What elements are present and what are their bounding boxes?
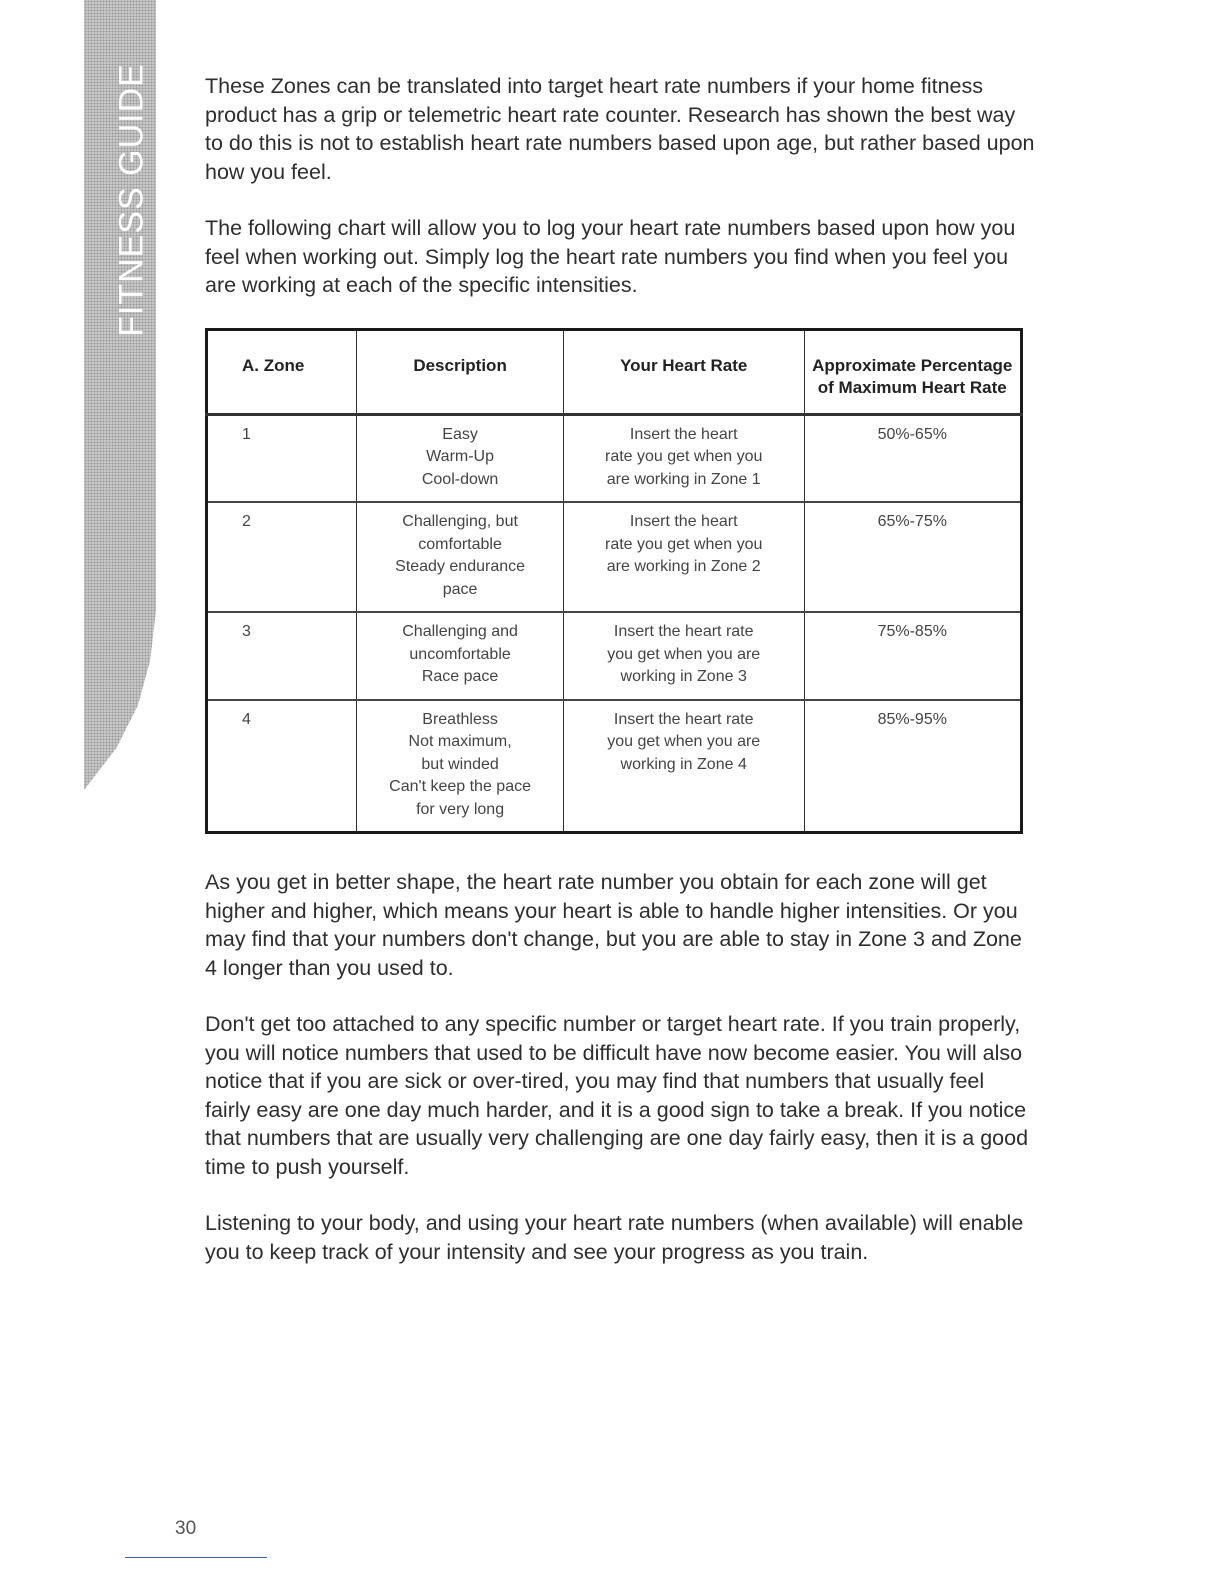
table-row <box>207 700 1022 833</box>
side-tab-label: FITNESS GUIDE <box>112 63 151 337</box>
zone-description <box>357 700 564 833</box>
zone-percentage: 85%-95% <box>804 700 1022 833</box>
description-line: Can't keep the pace <box>389 778 531 795</box>
description-line: Cool-down <box>421 470 499 488</box>
description-line: Race pace <box>421 668 499 685</box>
heart-rate-line: are working in Zone 1 <box>606 470 761 488</box>
zone-percentage: 75%-85% <box>804 612 1022 700</box>
page-number: 30 <box>175 1518 197 1539</box>
table-row <box>207 612 1022 700</box>
zone-description <box>357 612 564 700</box>
description-line: but winded <box>421 755 499 773</box>
heart-rate-line: you get when you are <box>607 645 761 663</box>
header-your-heart-rate: Your Heart Rate <box>563 329 804 414</box>
description-line: Easy <box>442 425 478 443</box>
page-content <box>205 72 1035 1294</box>
description-line: Challenging, but <box>402 513 518 530</box>
heart-rate-zone-table <box>205 328 1023 835</box>
zone-number: 2 <box>207 502 357 612</box>
heart-rate-line: Insert the heart rate <box>613 710 754 728</box>
header-approx-percentage: Approximate Percentage of Maximum Heart Rate <box>804 329 1022 414</box>
heart-rate-line: working in Zone 4 <box>620 755 747 773</box>
heart-rate-line: are working in Zone 2 <box>606 558 761 575</box>
header-description: Description <box>357 329 564 414</box>
paragraph-intro: These Zones can be translated into target heart rate numbers if your home fitness product has a grip or telemetric heart rate counter. Research has shown the best way to do this is not to establish heart rate numbers based upon age, but rather based upon how you feel. <box>205 74 1035 184</box>
description-line: Not maximum, <box>408 733 512 750</box>
zone-percentage: 65%-75% <box>804 502 1022 612</box>
paragraph-chart-intro: The following chart will allow you to log your heart rate numbers based upon how you feel when working out. Simply log the heart rate numbers you find when you feel you are working at each of the specific intensities. <box>205 216 1016 297</box>
header-zone: A. Zone <box>207 329 357 414</box>
heart-rate-line: rate you get when you <box>604 535 763 553</box>
zone-heart-rate <box>563 700 804 833</box>
heart-rate-line: you get when you are <box>607 733 761 750</box>
zone-description <box>357 414 564 502</box>
description-line: Steady endurance <box>395 558 526 575</box>
zone-heart-rate <box>563 414 804 502</box>
zone-description <box>357 502 564 612</box>
zone-number: 1 <box>207 414 357 502</box>
paragraph-advice: Don't get too attached to any specific number or target heart rate. If you train properly, you will notice numbers that used to be difficult have now become easier. You will also notice that if you are sick or over-tired, you may find that numbers that usually feel fairly easy are one day much harder, and it is a good sign to take a break. If you notice that numbers that are usually very challenging are one day fairly easy, then it is a good time to push yourself. <box>205 1012 1029 1179</box>
description-line: Challenging and <box>402 623 518 640</box>
zone-number: 3 <box>207 612 357 700</box>
footer-divider <box>125 1557 267 1558</box>
description-line: Breathless <box>422 710 498 728</box>
heart-rate-line: Insert the heart <box>629 513 738 530</box>
heart-rate-line: Insert the heart <box>629 425 738 443</box>
zone-percentage: 50%-65% <box>804 414 1022 502</box>
zone-heart-rate <box>563 502 804 612</box>
heart-rate-line: rate you get when you <box>604 448 763 465</box>
heart-rate-line: working in Zone 3 <box>620 668 747 685</box>
description-line: Warm-Up <box>426 448 494 465</box>
description-line: uncomfortable <box>409 645 511 663</box>
heart-rate-line: Insert the heart rate <box>613 623 754 640</box>
zone-number: 4 <box>207 700 357 833</box>
table-row <box>207 502 1022 612</box>
paragraph-listening: Listening to your body, and using your heart rate numbers (when available) will enable you to keep track of your intensity and see your progress as you train. <box>205 1211 1024 1264</box>
description-line: comfortable <box>418 535 502 553</box>
table-row <box>207 414 1022 502</box>
description-line: for very long <box>416 800 505 818</box>
description-line: pace <box>442 580 478 598</box>
paragraph-progress: As you get in better shape, the heart rate number you obtain for each zone will get higher and higher, which means your heart is able to handle higher intensities. Or you may find that your numbers don't change, but you are able to stay in Zone 3 and Zone 4 longer than you used to. <box>205 870 1022 980</box>
zone-heart-rate <box>563 612 804 700</box>
table-header-row <box>207 329 1022 414</box>
